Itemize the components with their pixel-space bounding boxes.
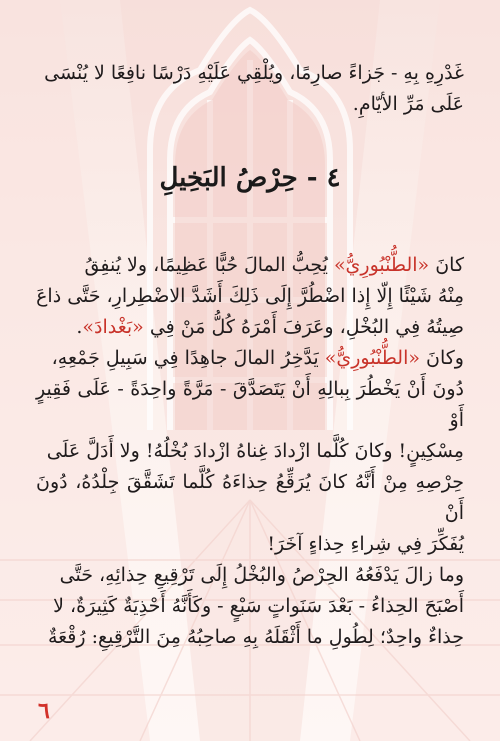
text-line — [36, 436, 464, 467]
text-segment: مِسْكِينٍ! وكانَ كُلَّما ازْدادَ غِناهُ ازْدادَ بُخْلُهُ! ولا أَدَلَّ عَلَى — [46, 440, 464, 462]
page-number: ٦ — [38, 698, 50, 724]
text-segment: دُونَ أَنْ يَخْطُرَ بِبالِهِ أَنْ يَتَصَدَّقَ - مَرَّةً واحِدَةً - عَلَى فَقِيرٍ أَوْ — [36, 378, 464, 431]
text-line — [36, 281, 464, 312]
text-line — [36, 529, 464, 560]
text-line — [36, 467, 464, 529]
highlighted-name: «الطُّنْبُورِيُّ» — [324, 347, 420, 369]
text-line — [36, 374, 464, 436]
highlighted-name: «بَغْدادَ» — [82, 316, 144, 338]
intro-paragraph — [36, 58, 464, 120]
text-segment: وكانَ — [419, 347, 464, 369]
text-line: غَدْرِهِ بِهِ - جَزاءً صارِمًا، ويُلْقِي عَلَيْهِ دَرْسًا نافِعًا لا يُنْسَى — [44, 62, 464, 84]
text-segment: مِنْهُ شَيْئًا إِلّا إِذا اضْطُرَّ إِلَى ذَلِكَ أَشَدَّ الاضْطِرارِ، حَتَّى ذاعَ — [36, 285, 464, 307]
text-segment: وما زالَ يَدْفَعُهُ الحِرْصُ والبُخْلُ إِلَى تَرْقِيعِ حِذائِهِ، حَتَّى — [59, 564, 464, 586]
text-segment: يَدَّخِرُ المالَ جاهِدًا فِي سَبِيلِ جَمْعِهِ، — [51, 347, 325, 369]
text-segment: صِيتُهُ فِي البُخْلِ، وعَرَفَ أَمْرَهُ كُلُّ مَنْ فِي — [143, 316, 464, 338]
text-segment: حِذاءٌ واحِدٌ؛ لِطُولِ ما أَثْقَلَهُ بِهِ صاحِبُهُ مِنَ التَّرْقِيعِ: رُقْعَةٌ — [47, 626, 464, 648]
text-line — [36, 622, 464, 653]
chapter-title: ٤ - حِرْصُ البَخِيلِ — [159, 163, 341, 193]
text-line — [36, 560, 464, 591]
text-segment: . — [76, 316, 83, 338]
text-segment: يُحِبُّ المالَ حُبًّا عَظِيمًا، ولا يُنفِقُ — [84, 254, 334, 276]
story-body — [36, 250, 464, 653]
text-segment: يُفَكِّرَ فِي شِراءِ حِذاءٍ آخَرَ! — [267, 533, 464, 555]
text-segment: كانَ — [429, 254, 464, 276]
text-segment: أَصْبَحَ الحِذاءُ - بَعْدَ سَنَواتٍ سَبْعٍ - وكَأَنَّهُ أَحْذِيَةٌ كَثِيرَةٌ، لا — [53, 595, 464, 617]
text-line: عَلَى مَرِّ الأيّامِ. — [352, 93, 464, 115]
text-line — [36, 591, 464, 622]
text-line — [36, 343, 464, 374]
text-segment: حِرْصِهِ مِنْ أَنَّهُ كانَ يُرَقِّعُ حِذاءَهُ كُلَّما تَشَقَّقَ جِلْدُهُ، دُونَ أَنْ — [36, 471, 464, 524]
text-line — [36, 312, 464, 343]
highlighted-name: «الطُّنْبُورِيُّ» — [333, 254, 430, 276]
text-line — [36, 250, 464, 281]
